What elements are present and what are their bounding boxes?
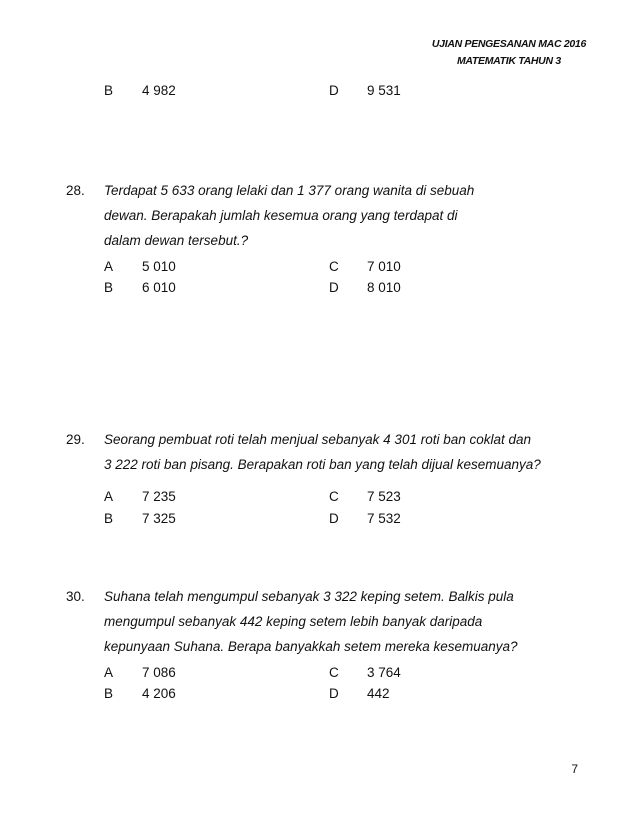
option-value: 7 523	[367, 489, 401, 504]
question-line: Terdapat 5 633 orang lelaki dan 1 377 orang wanita di sebuah	[104, 183, 475, 198]
question-line: 3 222 roti ban pisang. Berapakan roti ban yang telah dijual kesemuanya?	[104, 457, 541, 472]
option-value: 4 206	[142, 686, 176, 701]
option-letter: A	[104, 259, 114, 274]
header-subject: MATEMATIK TAHUN 3	[456, 55, 561, 67]
option-letter: D	[329, 83, 339, 98]
question-text	[104, 584, 594, 659]
option-letter: B	[104, 511, 114, 526]
option-value: 6 010	[142, 280, 176, 295]
option-letter: A	[104, 665, 114, 680]
option-value: 7 532	[367, 511, 401, 526]
question-number: 28.	[66, 183, 85, 198]
option-letter: A	[104, 489, 114, 504]
question-text	[104, 178, 594, 253]
question-line: kepunyaan Suhana. Berapa banyakkah setem mereka kesemuanya?	[104, 639, 518, 654]
question-line: Seorang pembuat roti telah menjual sebanyak 4 301 roti ban coklat dan	[104, 432, 532, 447]
question-line: Suhana telah mengumpul sebanyak 3 322 keping setem. Balkis pula	[104, 589, 514, 604]
option-letter: C	[329, 665, 339, 680]
page-header	[432, 36, 586, 70]
question-line: mengumpul sebanyak 442 keping setem lebih banyak daripada	[104, 614, 483, 629]
question-number: 29.	[66, 432, 85, 447]
option-letter: B	[104, 686, 114, 701]
option-value: 4 982	[142, 83, 176, 98]
option-letter: B	[104, 83, 114, 98]
option-letter: C	[329, 489, 339, 504]
option-value: 7 086	[142, 665, 176, 680]
option-letter: D	[329, 280, 339, 295]
option-value: 7 010	[367, 259, 401, 274]
question-line: dewan. Berapakah jumlah kesemua orang yang terdapat di	[104, 208, 458, 223]
option-value: 9 531	[367, 83, 401, 98]
header-exam-title: UJIAN PENGESANAN MAC 2016	[431, 38, 586, 50]
option-value: 5 010	[142, 259, 176, 274]
option-value: 7 235	[142, 489, 176, 504]
option-value: 8 010	[367, 280, 401, 295]
page-number: 7	[571, 762, 578, 776]
option-letter: D	[329, 511, 339, 526]
option-value: 7 325	[142, 511, 176, 526]
option-value: 3 764	[367, 665, 401, 680]
question-text	[104, 427, 594, 477]
question-number: 30.	[66, 589, 85, 604]
option-letter: C	[329, 259, 339, 274]
option-letter: B	[104, 280, 114, 295]
option-value: 442	[367, 686, 390, 701]
option-letter: D	[329, 686, 339, 701]
question-line: dalam dewan tersebut.?	[104, 233, 249, 248]
